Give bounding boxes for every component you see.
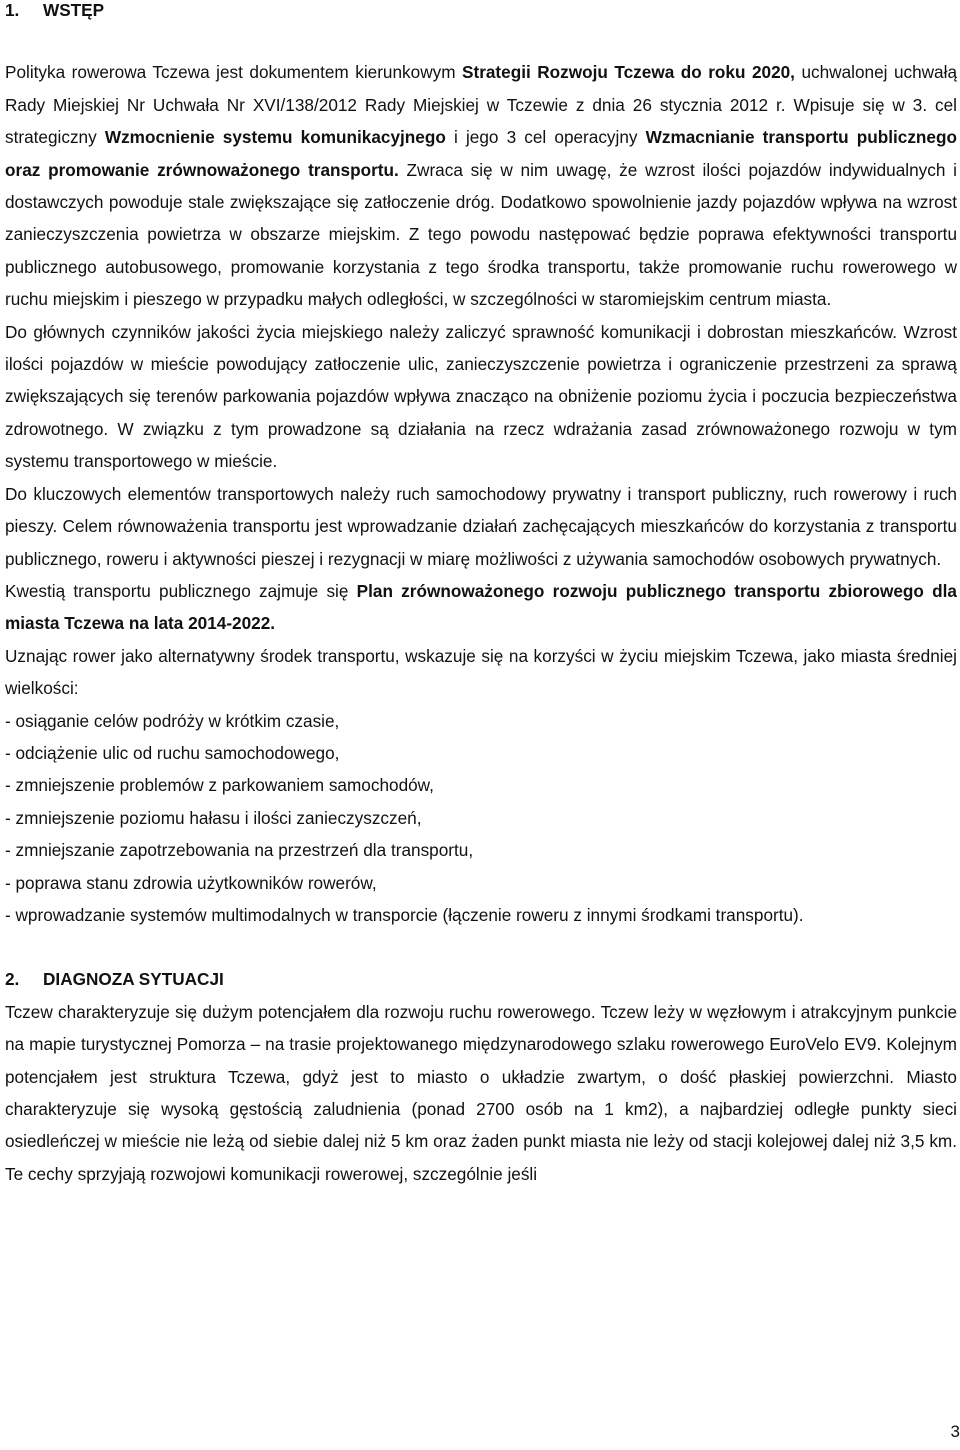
text-run: Do głównych czynników jakości życia miejskiego należy zaliczyć sprawność komunikacji i dobrostan mieszkańców. Wzrost ilości pojazdów w mieście powodujący zatłoczenie ulic, zanieczyszczenie powietrza i ograniczenie przestrzeni za sprawą zwiększających się terenów parkowania pojazdów wpływa znacząco na obniżenie poziomu życia i poczucia bezpieczeństwa zdrowotnego. W związku z tym prowadzone są działania na rzecz wdrażania zasad zrównoważonego rozwoju w tym systemu transportowego w mieście.: [5, 321, 957, 472]
list-item: - wprowadzanie systemów multimodalnych w transporcie (łączenie roweru z innymi środkami transportu).: [5, 904, 804, 925]
section-1-title: WSTĘP: [43, 0, 105, 20]
text-run: Uznając rower jako alternatywny środek transportu, wskazuje się na korzyści w życiu miejskim Tczewa, jako miasta średniej wielkości:: [5, 645, 957, 699]
bold-run: Strategii Rozwoju Tczewa do roku 2020,: [462, 62, 795, 83]
list-item: - odciążenie ulic od ruchu samochodowego,: [5, 742, 340, 763]
bold-run: Plan zrównoważonego rozwoju publicznego transportu zbiorowego dla miasta Tczewa na lata 2014-2022.: [5, 580, 957, 634]
list-item: - zmniejszenie problemów z parkowaniem samochodów,: [5, 775, 434, 796]
public-transport-plan-paragraph: [5, 575, 957, 640]
list-item: - poprawa stanu zdrowia użytkowników rowerów,: [5, 872, 377, 893]
section-2-title: DIAGNOZA SYTUACJI: [43, 969, 224, 990]
text-run: uchwalonej uchwałą Rady Miejskiej Nr Uchwała Nr XVI/138/2012 Rady Miejskiej w Tczewie z dnia 26 stycznia 2012 r. Wpisuje się w 3. cel strategiczny: [5, 62, 957, 148]
section-2-number: 2.: [5, 969, 20, 990]
intro-paragraph: [5, 56, 957, 315]
text-run: Zwraca się w nim uwagę, że wzrost ilości pojazdów indywidualnych i dostawczych powoduje stale zwiększające się zatłoczenie dróg. Dodatkowo spowolnienie jazdy pojazdów wpływa na wzrost zanieczyszczenia powietrza w obszarze miejskim. Z tego powodu następować będzie poprawa efektywności transportu publicznego autobusowego, promowanie korzystania z tego środka transportu, także promowanie ruchu rowerowego w ruchu miejskim i pieszego w przypadku małych odległości, w szczególności w staromiejskim centrum miasta.: [5, 159, 957, 310]
benefits-list: [5, 705, 957, 932]
section-1-heading: [5, 0, 957, 26]
section-1-number: 1.: [5, 0, 20, 20]
list-item: - osiąganie celów podróży w krótkim czasie,: [5, 710, 340, 731]
text-run: Do kluczowych elementów transportowych należy ruch samochodowy prywatny i transport publiczny, ruch rowerowy i ruch pieszy. Celem równoważenia transportu jest wprowadzanie działań zachęcających mieszkańców do korzystania z transportu publicznego, roweru i aktywności pieszej i rezygnacji w miarę możliwości z używania samochodów osobowych prywatnych.: [5, 483, 957, 569]
key-elements-paragraph: [5, 478, 957, 575]
bold-run: Wzmacnianie transportu publicznego oraz promowanie zrównoważonego transportu.: [5, 127, 957, 180]
text-run: Kwestią transportu publicznego zajmuje się: [5, 580, 357, 601]
page-number: 3: [950, 1422, 960, 1441]
bold-run: Wzmocnienie systemu komunikacyjnego: [104, 127, 446, 148]
bicycle-benefits-intro: [5, 640, 957, 705]
section-2-heading: [5, 963, 957, 995]
diagnosis-paragraph: Tczew charakteryzuje się dużym potencjałem dla rozwoju ruchu rowerowego. Tczew leży w węzłowym i atrakcyjnym punkcie na mapie turystycznej Pomorza – na trasie projektowanego międzynarodowego szlaku rowerowego EuroVelo EV9. Kolejnym potencjałem jest struktura Tczewa, gdyż jest to miasto o układzie zwartym, o dość płaskiej powierzchni. Miasto charakteryzuje się wysoką gęstością zaludnienia (ponad 2700 osób na 1 km2), a najbardziej odległe punkty sieci osiedleńczej w mieście nie leżą od siebie dalej niż 5 km oraz żaden punkt miasta nie leży od stacji kolejowej dalej niż 3,5 km. Te cechy sprzyjają rozwojowi komunikacji rowerowej, szczególnie jeśli: [5, 1001, 957, 1184]
quality-of-life-paragraph: [5, 316, 957, 478]
text-run: Polityka rowerowa Tczewa jest dokumentem kierunkowym: [5, 62, 462, 83]
list-item: - zmniejszanie zapotrzebowania na przestrzeń dla transportu,: [5, 840, 474, 861]
text-run: i jego 3 cel operacyjny: [445, 127, 646, 148]
list-item: - zmniejszenie poziomu hałasu i ilości zanieczyszczeń,: [5, 807, 422, 828]
